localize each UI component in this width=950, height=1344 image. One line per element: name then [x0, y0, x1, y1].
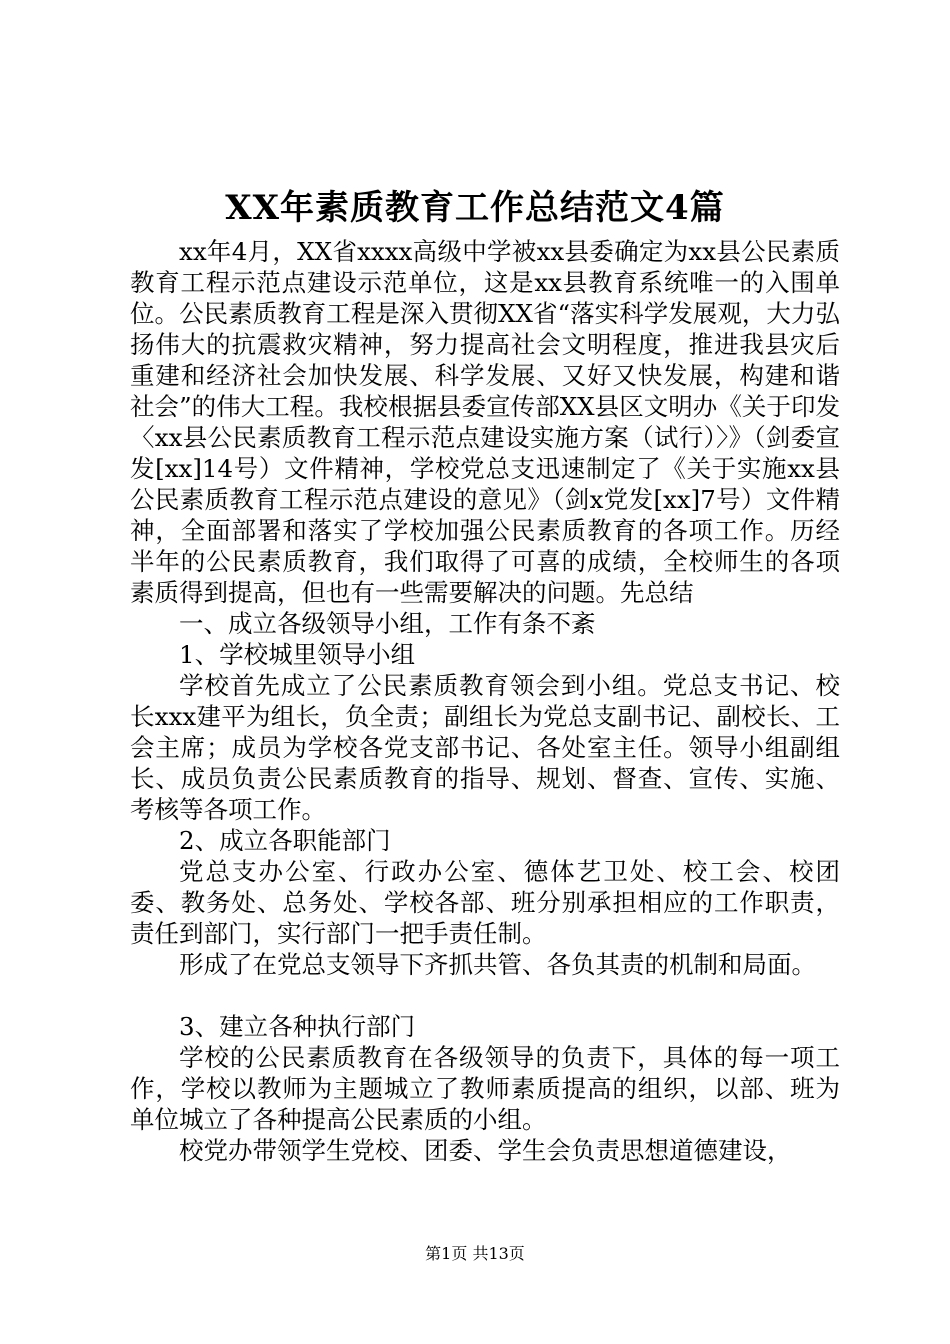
- document-title: XX年素质教育工作总结范文4篇: [225, 188, 725, 228]
- page-footer: 第1页 共13页: [425, 1244, 525, 1263]
- subsection-heading-2: 2、成立各职能部门: [179, 826, 391, 855]
- paragraph-party-office: 校党办带领学生党校、团委、学生会负责思想道德建设，: [179, 1136, 792, 1165]
- paragraph-mechanism: 形成了在党总支领导下齐抓共管、各负其责的机制和局面。: [179, 950, 816, 979]
- subsection-heading-3: 3、建立各种执行部门: [179, 1012, 416, 1041]
- subsection-heading-1: 1、学校城里领导小组: [179, 640, 416, 669]
- paragraph-execution-units: 学校的公民素质教育在各级领导的负责下，具体的每一项工作，学校以教师为主题城立了教师素质提高的组织，以部、班为单位城立了各种提高公民素质的小组。: [130, 1043, 840, 1134]
- paragraph-intro: xx年4月，XX省xxxx高级中学被xx县委确定为xx县公民素质教育工程示范点建设示范单位，这是xx县教育系统唯一的入围单位。公民素质教育工程是深入贯彻XX省“落实科学发展观，大力弘扬伟大的抗震救灾精神，努力提高社会文明程度，推进我县灾后重建和经济社会加快发展、科学发展、又好又快发展，构建和谐社会”的伟大工程。我校根据县委宣传部XX县区文明办《关于印发〈xx县公民素质教育工程示范点建设实施方案（试行）〉》（剑委宣发[xx]14号）文件精神，学校党总支迅速制定了《关于实施xx县公民素质教育工程示范点建设的意见》（剑x党发[xx]7号）文件精神，全面部署和落实了学校加强公民素质教育的各项工作。历经半年的公民素质教育，我们取得了可喜的成绩，全校师生的各项素质得到提高，但也有一些需要解决的问题。先总结: [130, 237, 840, 607]
- document-body: [130, 236, 840, 1166]
- paragraph-leadership-group: 学校首先成立了公民素质教育领会到小组。党总支书记、校长xxx建平为组长，负全责；副组长为党总支副书记、副校长、工会主席；成员为学校各党支部书记、各处室主任。领导小组副组长、成员负责公民素质教育的指导、规划、督查、宣传、实施、考核等各项工作。: [130, 671, 840, 824]
- paragraph-departments: 党总支办公室、行政办公室、德体艺卫处、校工会、校团委、教务处、总务处、学校各部、班分别承担相应的工作职责，责任到部门，实行部门一把手责任制。: [130, 857, 840, 948]
- paragraph-spacer: [130, 980, 840, 1011]
- section-heading-1: 一、成立各级领导小组，工作有条不紊: [179, 609, 596, 638]
